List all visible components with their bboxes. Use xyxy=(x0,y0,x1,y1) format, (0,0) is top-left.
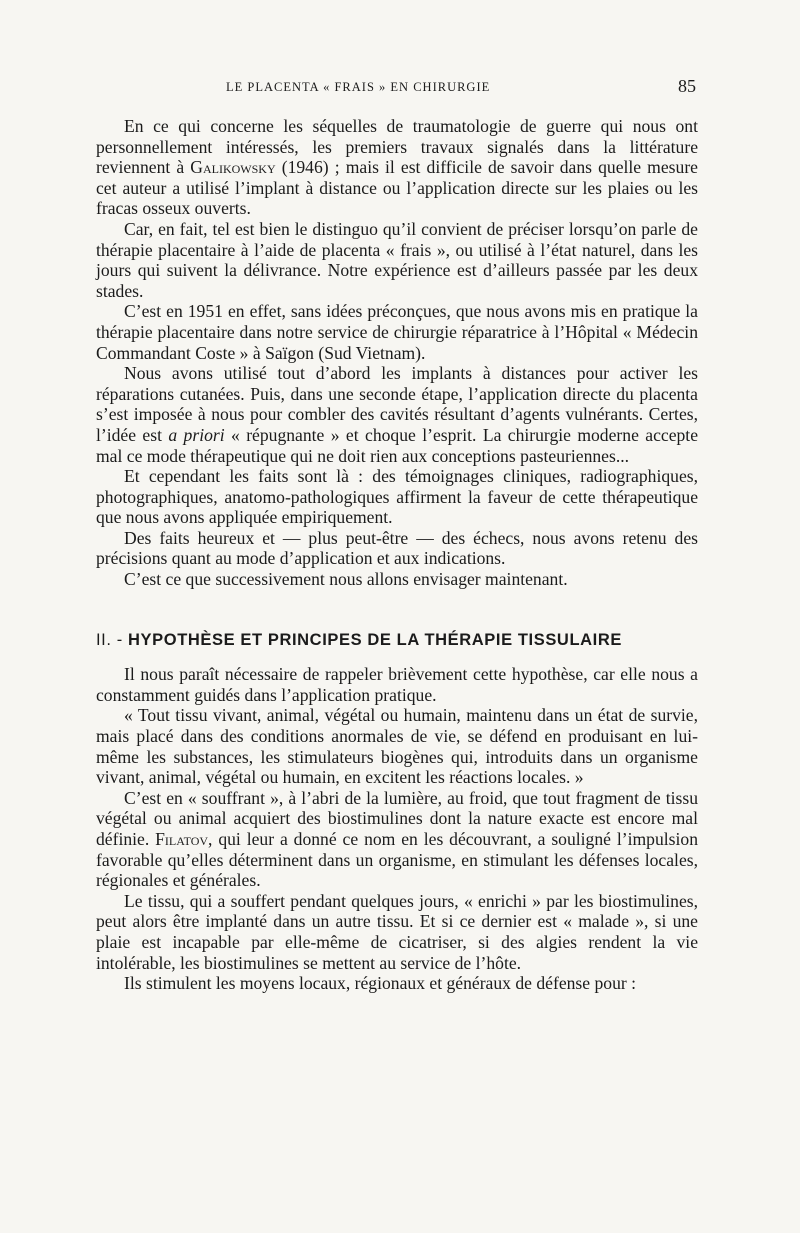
paragraph: C’est en « souffrant », à l’abri de la lumière, au froid, que tout fragment de tissu végétal ou animal acquiert des biostimulines dont la nature exacte est encore mal définie. Filatov, qui leur a donné ce nom en les découvrant, a souligné l’impulsion favorable qu’elles déterminent dans un organisme, en stimulant les défenses locales, régionales et générales. xyxy=(96,787,698,891)
paragraph: Le tissu, qui a souffert pendant quelques jours, « enrichi » par les biostimulines, peut alors être implanté dans un autre tissu. Et si ce dernier est « malade », si une plaie est incapable par elle-même de cicatriser, si des algies rendent la vie intolérable, les biostimulines se mettent au service de l’hôte. xyxy=(96,890,698,973)
running-head xyxy=(96,76,696,100)
section-title: HYPOTHÈSE ET PRINCIPES DE LA THÉRAPIE TISSULAIRE xyxy=(128,630,622,649)
paragraph: Il nous paraît nécessaire de rappeler brièvement cette hypothèse, car elle nous a constamment guidés dans l’application pratique. xyxy=(96,664,698,705)
paragraph: Des faits heureux et — plus peut-être — des échecs, nous avons retenu des précisions quant au mode d’application et aux indications. xyxy=(96,527,698,569)
body-text xyxy=(96,116,698,994)
section-number: II. - xyxy=(96,630,123,649)
paragraph: C’est ce que successivement nous allons envisager maintenant. xyxy=(124,569,568,590)
quotation: « Tout tissu vivant, animal, végétal ou humain, maintenu dans un état de survie, mais placé dans des conditions anormales de vie, se défend en produisant en lui-même les substances, les stimulateurs biogènes qui, introduits dans un organisme vivant, animal, végétal ou humain, en excitent les réactions locales. » xyxy=(96,705,698,788)
paragraph: Car, en fait, tel est bien le distinguo qu’il convient de préciser lorsqu’on parle de thérapie placentaire à l’aide de placenta « frais », ou utilisé à l’état naturel, dans les jours qui suivent la délivrance. Notre expérience est d’ailleurs passée par les deux stades. xyxy=(96,218,698,301)
italic-phrase: a priori xyxy=(168,424,225,445)
paragraph: Et cependant les faits sont là : des témoignages cliniques, radiographiques, photographiques, anatomo-pathologiques affirment la faveur de cette thérapeutique que nous avons appliquée empiriquement. xyxy=(96,466,698,528)
section-heading xyxy=(96,630,698,651)
paragraph: C’est en 1951 en effet, sans idées préconçues, que nous avons mis en pratique la thérapie placentaire dans notre service de chirurgie réparatrice à l’Hôpital « Médecin Commandant Coste » à Saïgon (Sud Vietnam). xyxy=(96,301,698,363)
paragraph: Nous avons utilisé tout d’abord les implants à distances pour activer les réparations cutanées. Puis, dans une seconde étape, l’application directe du placenta s’est imposée à nous pour combler des cavités résultant d’agents vulnérants. Certes, l’idée est a priori « répugnante » et choque l’esprit. La chirurgie moderne accepte mal ce mode thérapeutique qui ne doit rien aux conceptions pasteuriennes... xyxy=(96,363,698,466)
paragraph: Ils stimulent les moyens locaux, régionaux et généraux de défense pour : xyxy=(124,973,637,994)
page-number: 85 xyxy=(678,76,696,96)
author-name: Filatov xyxy=(155,829,209,849)
running-title: LE PLACENTA « FRAIS » EN CHIRURGIE xyxy=(226,80,491,94)
author-name: Galikowsky xyxy=(190,157,276,178)
paragraph: En ce qui concerne les séquelles de traumatologie de guerre qui nous ont personnellement intéressés, les premiers travaux signalés dans la littérature reviennent à Galikowsky (1946) ; mais il est difficile de savoir dans quelle mesure cet auteur a utilisé l’implant à distance ou l’application directe sur les plaies ou les fracas osseux ouverts. xyxy=(96,116,698,219)
